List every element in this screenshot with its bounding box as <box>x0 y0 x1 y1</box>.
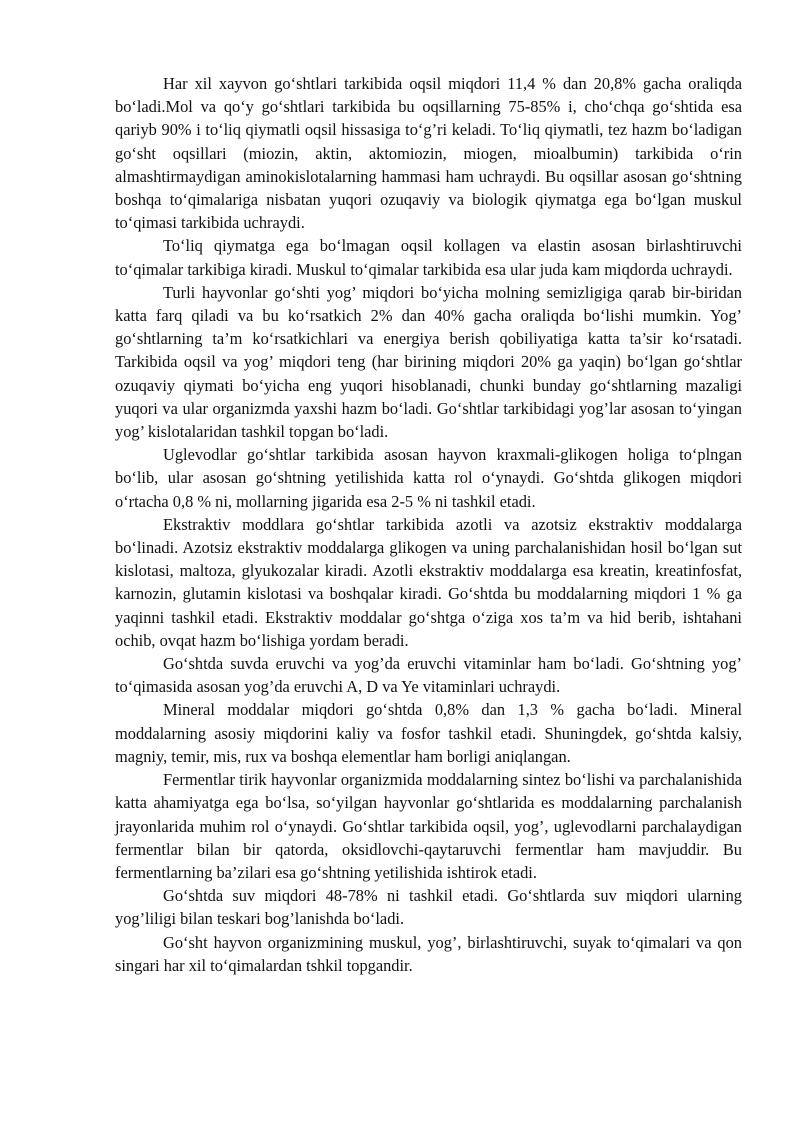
paragraph-water-content: Go‘shtda suv miqdori 48-78% ni tashkil etadi. Go‘shtlarda suv miqdori ularning yog’liligi bilan teskari bog’lanishda bo‘ladi. <box>115 886 742 929</box>
paragraph-tissues: Go‘sht hayvon organizmining muskul, yog’, birlashtiruvchi, suyak to‘qimalari va qon singari har xil to‘qimalardan tshkil topgandir. <box>115 932 742 975</box>
paragraph-minerals: Mineral moddalar miqdori go‘shtda 0,8% dan 1,3 % gacha bo‘ladi. Mineral moddalarning asosiy miqdorini kaliy va fosfor tashkil etadi. Shuningdek, go‘shtda kalsiy, magniy, temir, mis, rux va boshqa elementlar ham borligi aniqlangan. <box>115 700 742 766</box>
paragraph-extractive-substances: Ekstraktiv moddlara go‘shtlar tarkibida azotli va azotsiz ekstraktiv moddalarga bo‘linadi. Azotsiz ekstraktiv moddalarga glikogen va uning parchalanishidan hosil bo‘lgan sut kislotasi, maltoza, glyukozalar kiradi. Azotli ekstraktiv moddalarga esa kreatin, kreatinfosfat, karnozin, glutamin kislotasi va boshqalar kiradi. Go‘shtda bu moddalarning miqdori 1 % ga yaqinni tashkil etadi. Ekstraktiv moddalar go‘shtga o‘ziga xos ta’m va hid berib, ishtahani ochib, ovqat hazm bo‘lishiga yordam beradi. <box>115 514 742 650</box>
document-page <box>115 72 742 977</box>
paragraph-collagen-elastin: To‘liq qiymatga ega bo‘lmagan oqsil kollagen va elastin asosan birlashtiruvchi to‘qimalar tarkibiga kiradi. Muskul to‘qimalar tarkibida esa ular juda kam miqdorda uchraydi. <box>115 236 742 279</box>
paragraph-fat-content: Turli hayvonlar go‘shti yog’ miqdori bo‘yicha molning semizligiga qarab bir-biridan katta farq qiladi va bu ko‘rsatkich 2% dan 40% gacha oraliqda bo‘lishi mumkin. Yog’ go‘shtlarning ta’m ko‘rsatkichlari va energiya berish qobiliyatiga katta ta’sir ko‘rsatadi. Tarkibida oqsil va yog’ miqdori teng (har birining miqdori 20% ga yaqin) bo‘lgan go‘shtlar ozuqaviy qiymati bo‘yicha eng yuqori hisoblanadi, chunki bunday go‘shtlarning mazaligi yuqori va ular organizmda yaxshi hazm bo‘ladi. Go‘shtlar tarkibidagi yog’lar asosan to‘yingan yog’ kislotalaridan tashkil topgan bo‘ladi. <box>115 282 742 442</box>
paragraph-enzymes: Fermentlar tirik hayvonlar organizmida moddalarning sintez bo‘lishi va parchalanishida katta ahamiyatga ega bo‘lsa, so‘yilgan hayvonlar go‘shtlarida es moddalarning parchalanish jrayonlarida muhim rol o‘ynaydi. Go‘shtlar tarkibida oqsil, yog’, uglevodlarni parchalaydigan fermentlar bilan bir qatorda, oksidlovchi-qaytaruvchi fermentlar ham mavjuddir. Bu fermentlarning ba’zilari esa go‘shtning yetilishida ishtirok etadi. <box>115 770 742 882</box>
paragraph-vitamins: Go‘shtda suvda eruvchi va yog’da eruvchi vitaminlar ham bo‘ladi. Go‘shtning yog’ to‘qimasida asosan yog’da eruvchi A, D va Ye vitaminlari uchraydi. <box>115 654 742 697</box>
paragraph-protein-content: Har xil xayvon go‘shtlari tarkibida oqsil miqdori 11,4 % dan 20,8% gacha oraliqda bo‘ladi.Mol va qo‘y go‘shtlari tarkibida bu oqsillarning 75-85% i, cho‘chqa go‘shtida esa qariyb 90% i to‘liq qiymatli oqsil hissasiga to‘g’ri keladi. To‘liq qiymatli, tez hazm bo‘ladigan go‘sht oqsillari (miozin, aktin, aktomiozin, miogen, mioalbumin) tarkibida o‘rin almashtirmaydigan aminokislotalarning hammasi ham uchraydi. Bu oqsillar asosan go‘shtning boshqa to‘qimalariga nisbatan yuqori ozuqaviy va biologik qiymatga ega bo‘lgan muskul to‘qimasi tarkibida uchraydi. <box>115 74 742 233</box>
paragraph-carbohydrates: Uglevodlar go‘shtlar tarkibida asosan hayvon kraxmali-glikogen holiga to‘plngan bo‘lib, ular asosan go‘shtning yetilishida katta rol o‘ynaydi. Go‘shtda glikogen miqdori o‘rtacha 0,8 % ni, mollarning jigarida esa 2-5 % ni tashkil etadi. <box>115 445 742 511</box>
